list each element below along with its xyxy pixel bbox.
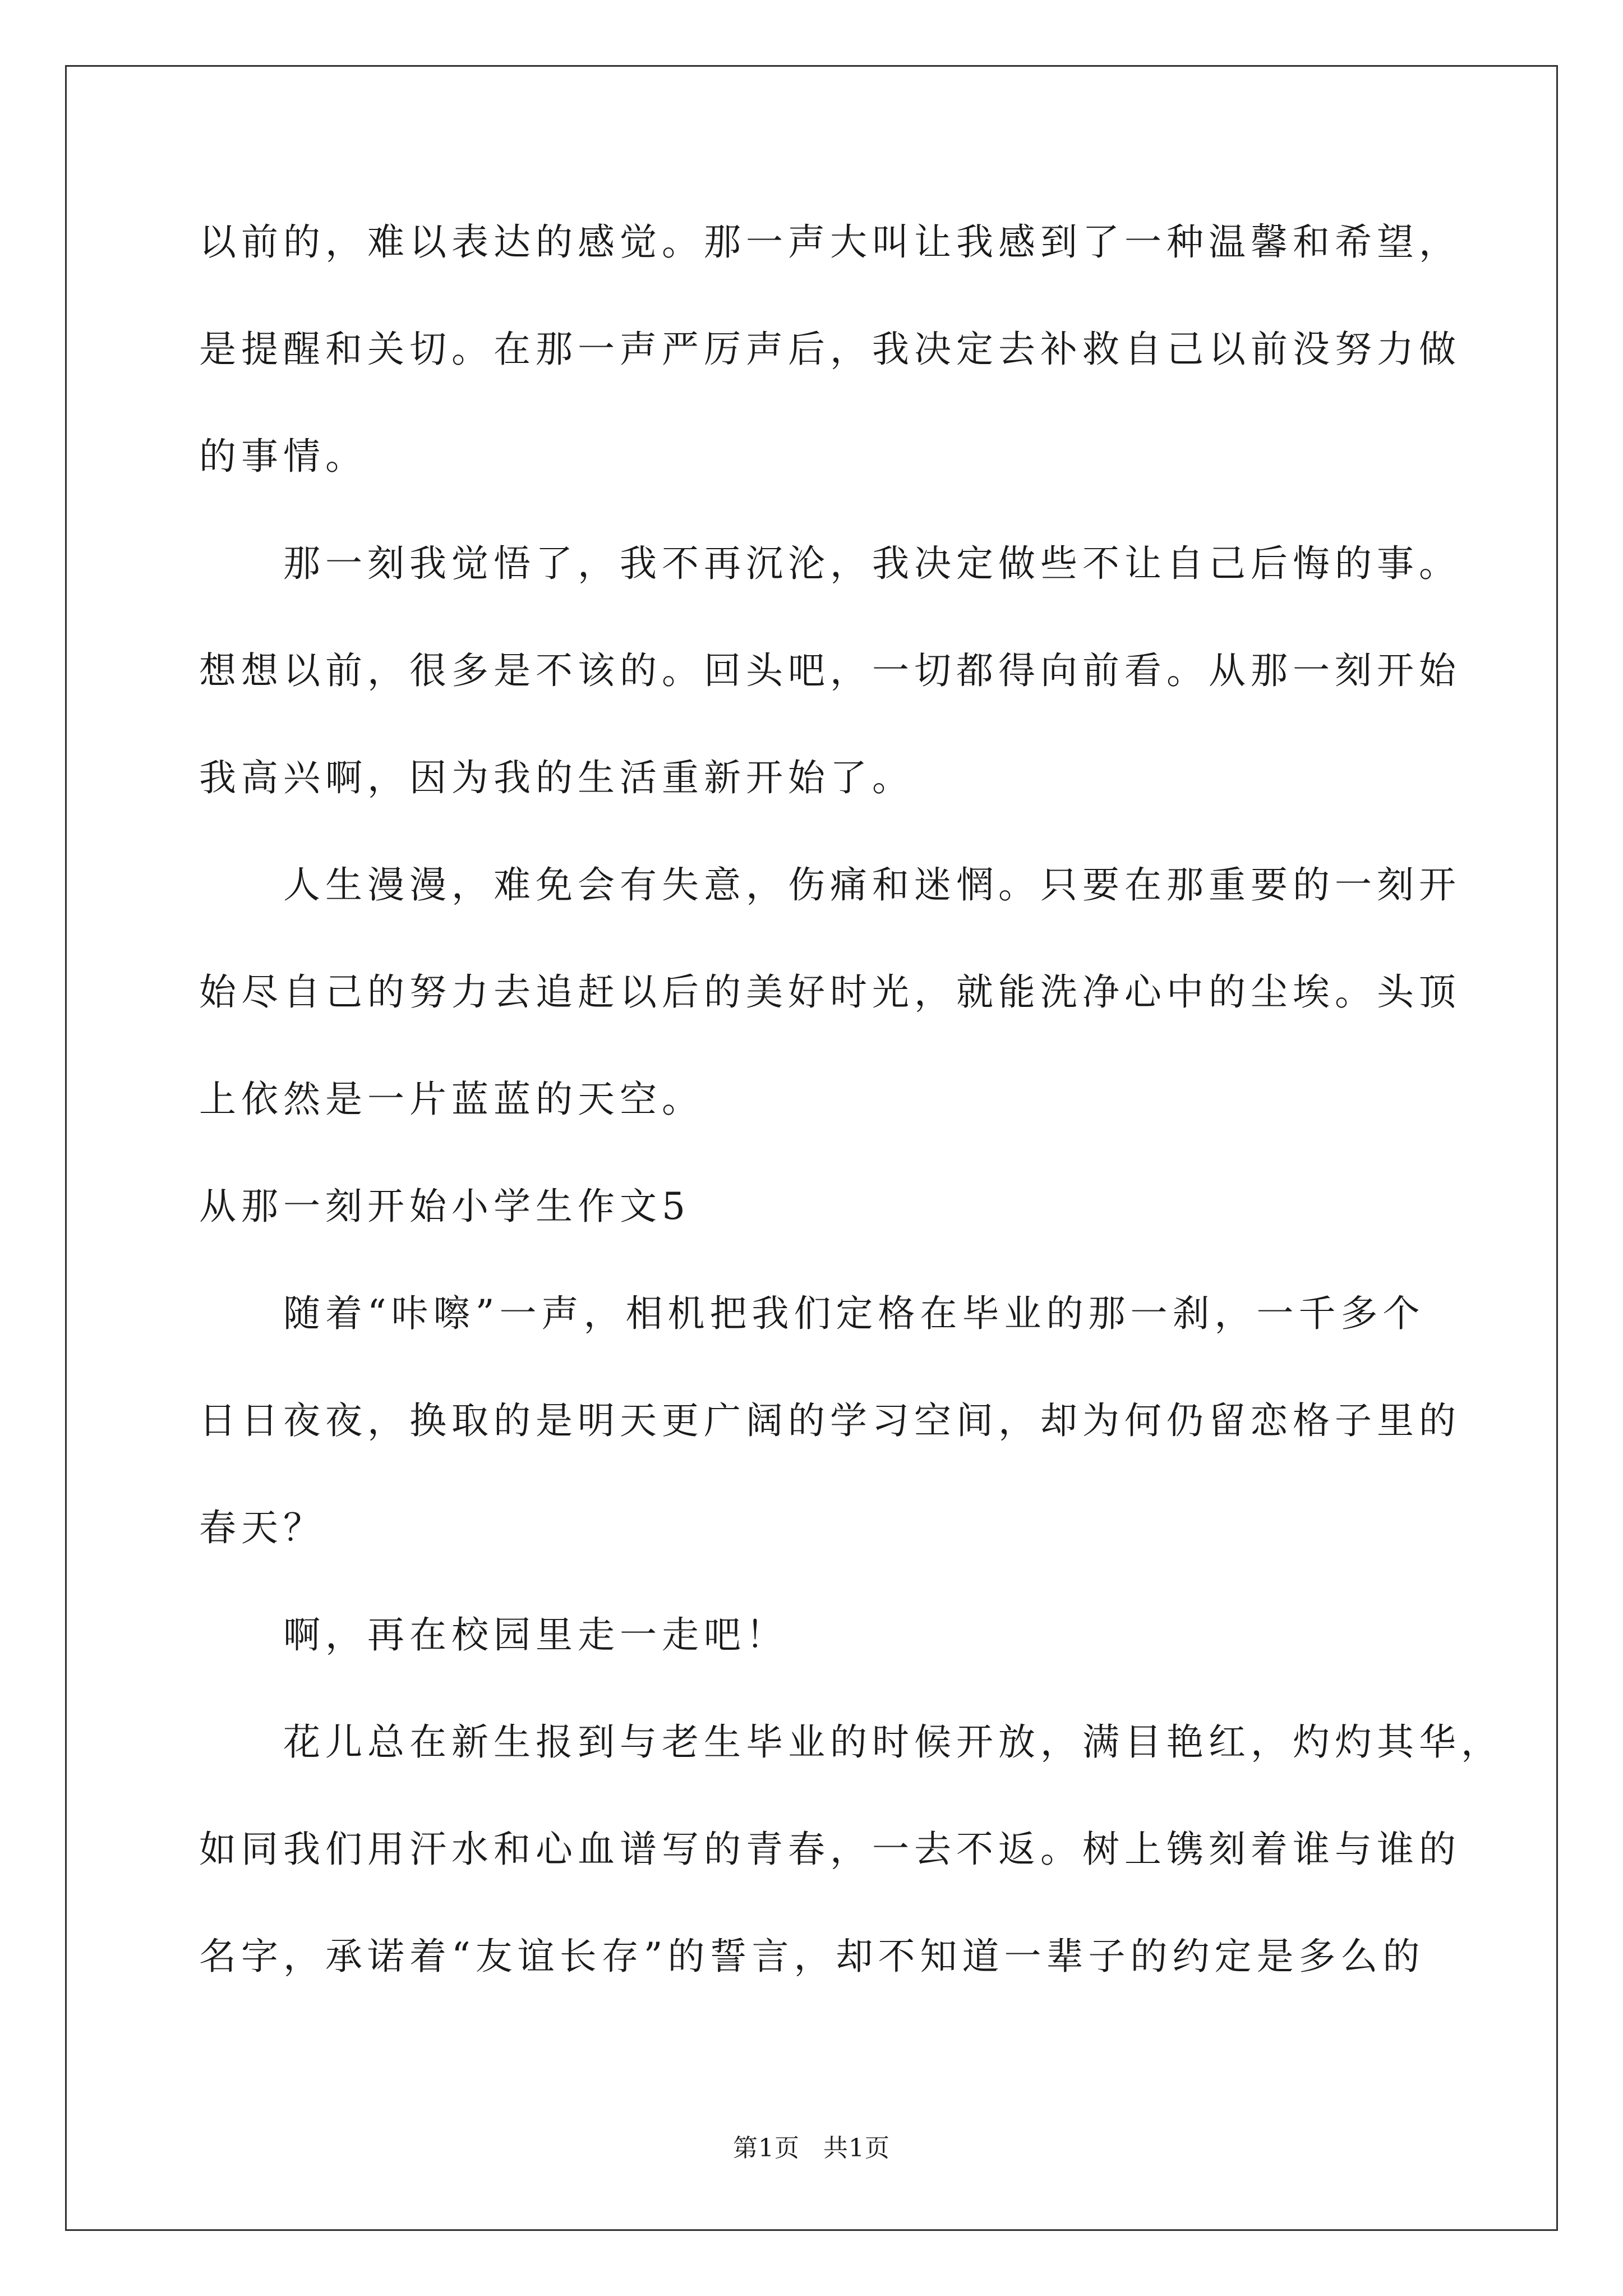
body-line-1: 以前的，难以表达的感觉。那一声大叫让我感到了一种温馨和希望， (199, 220, 1461, 264)
body-line-8: 始尽自己的努力去追赶以后的美好时光，就能洗净心中的尘埃。头顶 (199, 970, 1461, 1014)
section-heading: 从那一刻开始小学生作文5 (199, 1185, 690, 1228)
body-line-4: 那一刻我觉悟了，我不再沉沦，我决定做些不让自己后悔的事。 (199, 542, 1461, 585)
body-line-3: 的事情。 (199, 435, 367, 478)
body-line-5: 想想以前，很多是不该的。回头吧，一切都得向前看。从那一刻开始 (199, 649, 1461, 692)
body-line-9: 上依然是一片蓝蓝的天空。 (199, 1078, 704, 1121)
body-line-2: 是提醒和关切。在那一声严厉声后，我决定去补救自己以前没努力做 (199, 328, 1461, 371)
page-total: 共1页 (823, 2134, 890, 2162)
page-border (65, 65, 1558, 2231)
body-line-14: 啊，再在校园里走一走吧！ (199, 1613, 788, 1657)
body-line-6: 我高兴啊，因为我的生活重新开始了。 (199, 756, 914, 799)
body-line-16: 如同我们用汗水和心血谱写的青春，一去不返。树上镌刻着谁与谁的 (199, 1828, 1461, 1871)
body-line-13: 春天？ (199, 1506, 325, 1549)
body-line-7: 人生漫漫，难免会有失意，伤痛和迷惘。只要在那重要的一刻开 (199, 863, 1461, 907)
body-line-12: 日日夜夜，换取的是明天更广阔的学习空间，却为何仍留恋格子里的 (199, 1399, 1461, 1442)
body-line-15: 花儿总在新生报到与老生毕业的时候开放，满目艳红，灼灼其华， (199, 1720, 1503, 1764)
page-footer (0, 2132, 1623, 2165)
body-line-11: 随着“咔嚓”一声，相机把我们定格在毕业的那一刹，一千多个 (199, 1292, 1425, 1335)
body-line-17: 名字，承诺着“友谊长存”的誓言，却不知道一辈子的约定是多么的 (199, 1935, 1425, 1978)
page-number: 第1页 (733, 2134, 800, 2162)
